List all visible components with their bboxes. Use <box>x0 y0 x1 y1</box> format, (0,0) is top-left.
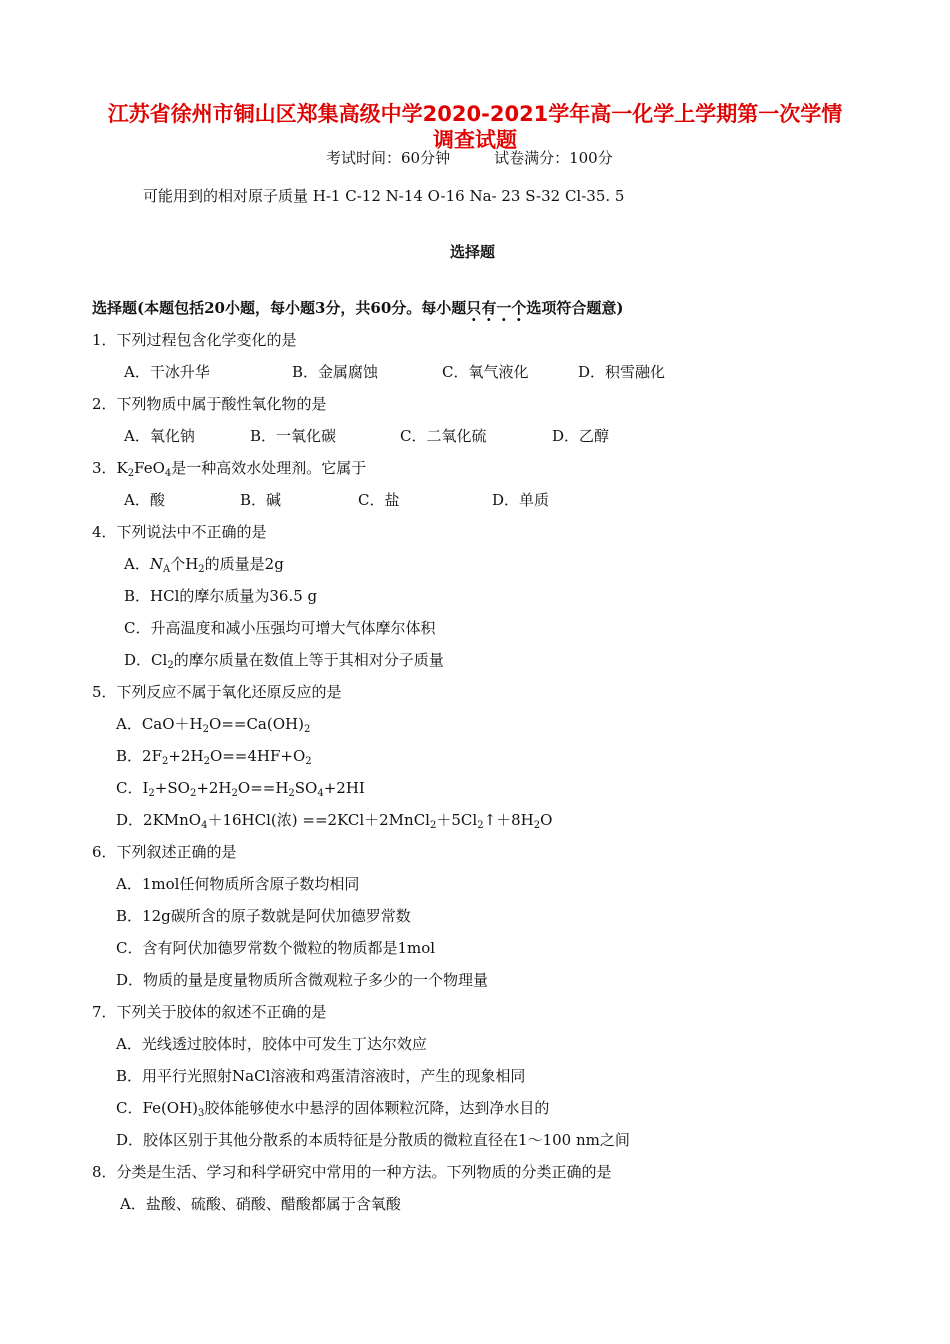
question-5-option-b: B．$2F_2+2H_2O==4HF+O_2$ <box>116 747 312 767</box>
question-7-option-a: A．光线透过胶体时，胶体中可发生丁达尔效应 <box>116 1035 427 1053</box>
emphasis-char: 个 <box>511 299 527 317</box>
question-3-option-c: C．盐 <box>358 491 400 509</box>
question-4-option-b: B．HCl的摩尔质量为36.5 g <box>124 587 318 605</box>
question-5-stem: 5．下列反应不属于氧化还原反应的是 <box>92 683 342 701</box>
question-5-option-c: C．$I_2+SO_2+2H_2O==H_2SO_4+2HI$ <box>116 779 365 799</box>
question-4-stem: 4．下列说法中不正确的是 <box>92 523 267 541</box>
question-4-option-c: C．升高温度和减小压强均可增大气体摩尔体积 <box>124 619 436 637</box>
question-6-option-d: D．物质的量是度量物质所含微观粒子多少的一个物理量 <box>116 971 489 989</box>
section-title: 选择题 <box>450 243 496 261</box>
question-5-option-a: A．$CaO+H_2O==Ca(OH)_2$ <box>116 715 311 735</box>
title-line-2: 调查试题 <box>433 128 517 152</box>
question-7-option-c: C．$Fe(OH)_3$胶体能够使水中悬浮的固体颗粒沉降，达到净水目的 <box>116 1099 550 1119</box>
exam-time: 考试时间：60分钟 <box>326 149 451 167</box>
question-6-option-c: C．含有阿伏加德罗常数个微粒的物质都是1mol <box>116 939 436 957</box>
question-6-option-a: A．1mol任何物质所含原子数均相同 <box>116 875 360 893</box>
question-4-option-a: A．$N_A$个$H_2$的质量是2g <box>124 555 284 575</box>
question-3-stem: 3．$K_2FeO_4$是一种高效水处理剂。它属于 <box>92 459 367 479</box>
question-4-option-d: D．$Cl_2$的摩尔质量在数值上等于其相对分子质量 <box>124 651 444 671</box>
question-2-option-b: B．一氧化碳 <box>250 427 337 445</box>
question-1-stem: 1．下列过程包含化学变化的是 <box>92 331 297 349</box>
question-2-option-d: D．乙醇 <box>552 427 610 445</box>
question-2-stem: 2．下列物质中属于酸性氧化物的是 <box>92 395 327 413</box>
question-2-option-a: A．氧化钠 <box>124 427 195 445</box>
question-5-option-d: D．2KMnO$_4$＋16HCl(浓) $==2KCl+2MnCl_2+5Cl_2↑+8H_2O$ <box>116 811 553 831</box>
atomic-masses: 可能用到的相对原子质量 H-1 C-12 N-14 O-16 Na- 23 S-32 Cl-35. 5 <box>143 187 625 205</box>
question-8-option-a: A．盐酸、硫酸、硝酸、醋酸都属于含氧酸 <box>120 1195 401 1213</box>
question-3-option-a: A．酸 <box>124 491 165 509</box>
question-6-stem: 6．下列叙述正确的是 <box>92 843 237 861</box>
question-8-stem: 8．分类是生活、学习和科学研究中常用的一种方法。下列物质的分类正确的是 <box>92 1163 612 1181</box>
emphasis-char: 有 <box>481 299 497 317</box>
question-2-option-c: C．二氧化硫 <box>400 427 487 445</box>
question-7-option-b: B．用平行光照射NaCl溶液和鸡蛋清溶液时，产生的现象相同 <box>116 1067 526 1085</box>
question-3-option-d: D．单质 <box>492 491 550 509</box>
question-6-option-b: B．12g碳所含的原子数就是阿伏加德罗常数 <box>116 907 411 925</box>
question-1-option-a: A．干冰升华 <box>124 363 210 381</box>
question-7-option-d: D．胶体区别于其他分散系的本质特征是分散质的微粒直径在1～100 nm之间 <box>116 1131 630 1149</box>
question-1-option-c: C．氧气液化 <box>442 363 529 381</box>
question-7-stem: 7．下列关于胶体的叙述不正确的是 <box>92 1003 327 1021</box>
section-instruction: 选择题(本题包括20小题，每小题3分，共60分。每小题只有一个选项符合题意) <box>92 299 624 317</box>
question-1-option-d: D．积雪融化 <box>578 363 666 381</box>
emphasis-char: 只 <box>466 299 482 317</box>
question-1-option-b: B．金属腐蚀 <box>292 363 379 381</box>
emphasis-char: 一 <box>496 299 512 317</box>
question-3-option-b: B．碱 <box>240 491 282 509</box>
full-score: 试卷满分：100分 <box>494 149 613 167</box>
exam-info <box>326 148 613 168</box>
title-line-1: 江苏省徐州市铜山区郑集高级中学2020-2021学年高一化学上学期第一次学情 <box>107 102 843 126</box>
